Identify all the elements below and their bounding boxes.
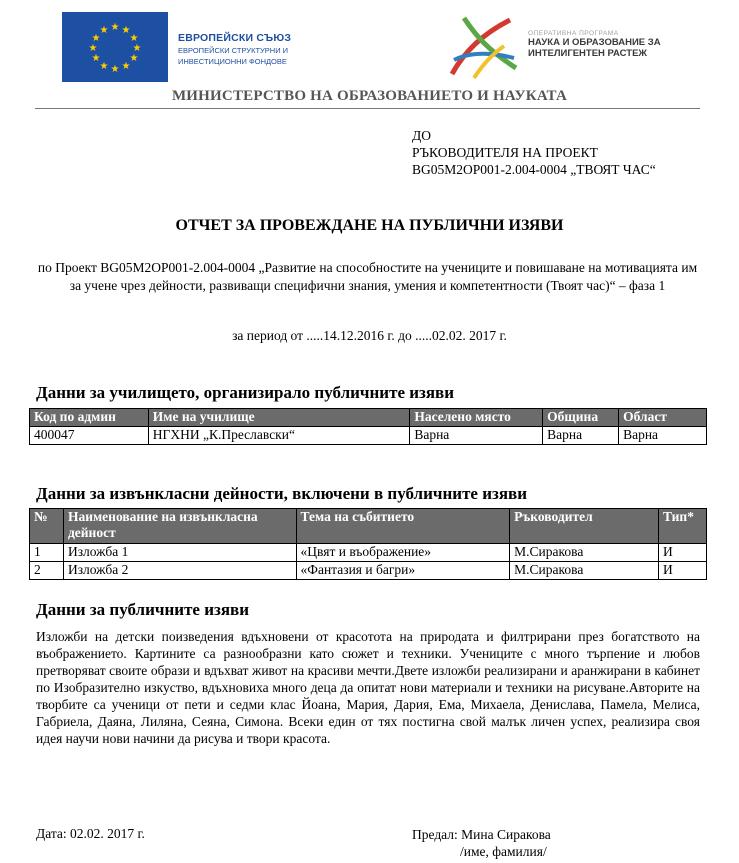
activities-table <box>29 508 707 580</box>
cell-school-name: НГХНИ „К.Преславски“ <box>148 427 410 445</box>
submitted-by-block <box>412 826 551 860</box>
header-divider <box>35 108 700 109</box>
cell-code: 400047 <box>30 427 149 445</box>
cell-type: И <box>658 544 706 562</box>
cell-number: 1 <box>30 544 64 562</box>
svg-text:★: ★ <box>129 33 139 44</box>
table-row <box>30 427 707 445</box>
eu-subtitle-line2: ИНВЕСТИЦИОННИ ФОНДОВЕ <box>178 57 287 66</box>
col-header-code: Код по админ <box>30 409 149 427</box>
addressee-line1: ДО <box>412 128 431 143</box>
activities-section-heading: Данни за извънкласни дейности, включени в публичните изяви <box>36 484 528 503</box>
col-header-activity-name: Наименование на извънкласна дейност <box>63 509 296 544</box>
submitted-by: Предал: Мина Сиракова <box>412 827 551 842</box>
col-header-settlement: Населено място <box>410 409 543 427</box>
public-section-heading: Данни за публичните изяви <box>36 600 250 619</box>
col-header-region: Област <box>619 409 707 427</box>
project-subtitle: по Проект BG05M2OP001-2.004-0004 „Развитие на способностите на учениците и повишаване на мотивацията им за учене чрез дейности, развиващи специфични знания, умения и компетентности (Твоят час)“ – фаза 1 <box>37 260 698 293</box>
eu-flag-logo <box>62 12 168 82</box>
program-logo <box>444 12 524 84</box>
col-header-type: Тип* <box>658 509 706 544</box>
svg-text:★: ★ <box>132 43 142 54</box>
school-table <box>29 408 707 445</box>
table-header-row <box>30 509 707 544</box>
program-swoosh-icon <box>444 12 524 84</box>
cell-activity-name: Изложба 2 <box>63 562 296 580</box>
svg-text:★: ★ <box>88 43 98 54</box>
svg-text:★: ★ <box>91 53 101 64</box>
svg-text:★: ★ <box>110 22 120 33</box>
col-header-municipality: Община <box>543 409 619 427</box>
svg-text:★: ★ <box>129 53 139 64</box>
table-row <box>30 562 707 580</box>
svg-text:★: ★ <box>121 25 131 36</box>
cell-settlement: Варна <box>410 427 543 445</box>
eu-subtitle-line1: ЕВРОПЕЙСКИ СТРУКТУРНИ И <box>178 46 289 55</box>
report-date: Дата: 02.02. 2017 г. <box>36 826 145 841</box>
addressee-line2: РЪКОВОДИТЕЛЯ НА ПРОЕКТ <box>412 145 598 160</box>
cell-activity-name: Изложба 1 <box>63 544 296 562</box>
col-header-leader: Ръководител <box>510 509 659 544</box>
program-logo-text <box>528 30 708 59</box>
eu-logo-text <box>178 32 318 66</box>
ministry-name: МИНИСТЕРСТВО НА ОБРАЗОВАНИЕТО И НАУКАТА <box>171 88 568 104</box>
name-note: /име, фамилия/ <box>460 844 547 859</box>
program-name-line2: ИНТЕЛИГЕНТЕН РАСТЕЖ <box>528 48 648 59</box>
svg-text:★: ★ <box>91 33 101 44</box>
document-title: ОТЧЕТ ЗА ПРОВЕЖДАНЕ НА ПУБЛИЧНИ ИЗЯВИ <box>175 217 564 234</box>
cell-leader: М.Сиракова <box>510 562 659 580</box>
svg-text:★: ★ <box>110 64 120 75</box>
cell-event-theme: «Фантазия и багри» <box>296 562 510 580</box>
svg-text:★: ★ <box>99 61 109 72</box>
table-row <box>30 544 707 562</box>
col-header-event-theme: Тема на събитието <box>296 509 510 544</box>
col-header-school-name: Име на училище <box>148 409 410 427</box>
cell-leader: М.Сиракова <box>510 544 659 562</box>
addressee-line3: BG05M2OP001-2.004-0004 „ТВОЯТ ЧАС“ <box>412 162 656 177</box>
school-section-heading: Данни за училището, организирало публичните изяви <box>36 383 455 402</box>
table-header-row <box>30 409 707 427</box>
report-period: за период от .....14.12.2016 г. до .....02.02. 2017 г. <box>232 328 507 343</box>
cell-number: 2 <box>30 562 64 580</box>
public-section-text: Изложби на детски поизведения вдъхновени от красотота на природата и филтрирани през богатството на въображението. Картините са разнообразни като сюжет и техники. Учениците с много търпение и любов претворяват своите образи и вдъхват живот на красиви мечти.Двете изложби реализирани и аранжирани в кабинет по Изобразително изкуство, вдъхновиха много деца да опитат нови материали и техники на рисуване.Авторите на творбите са ученици от пети и седми клас Йоана, Мария, Дария, Ема, Михаела, Денислава, Памела, Мелиса, Габриела, Даяна, Лиляна, Сеяна, Симона. Всеки един от тях постигна свой малък личен успех, реализира своя идея научи нови начини да рисува и твори красота. <box>36 629 700 746</box>
svg-text:★: ★ <box>99 25 109 36</box>
cell-event-theme: «Цвят и въображение» <box>296 544 510 562</box>
svg-text:★: ★ <box>121 61 131 72</box>
cell-type: И <box>658 562 706 580</box>
eu-stars-icon <box>62 12 168 82</box>
col-header-number: № <box>30 509 64 544</box>
eu-title: ЕВРОПЕЙСКИ СЪЮЗ <box>178 32 292 44</box>
cell-region: Варна <box>619 427 707 445</box>
addressee-block <box>412 127 656 178</box>
cell-municipality: Варна <box>543 427 619 445</box>
program-label: ОПЕРАТИВНА ПРОГРАМА <box>528 30 619 37</box>
program-name-line1: НАУКА И ОБРАЗОВАНИЕ ЗА <box>528 37 661 48</box>
